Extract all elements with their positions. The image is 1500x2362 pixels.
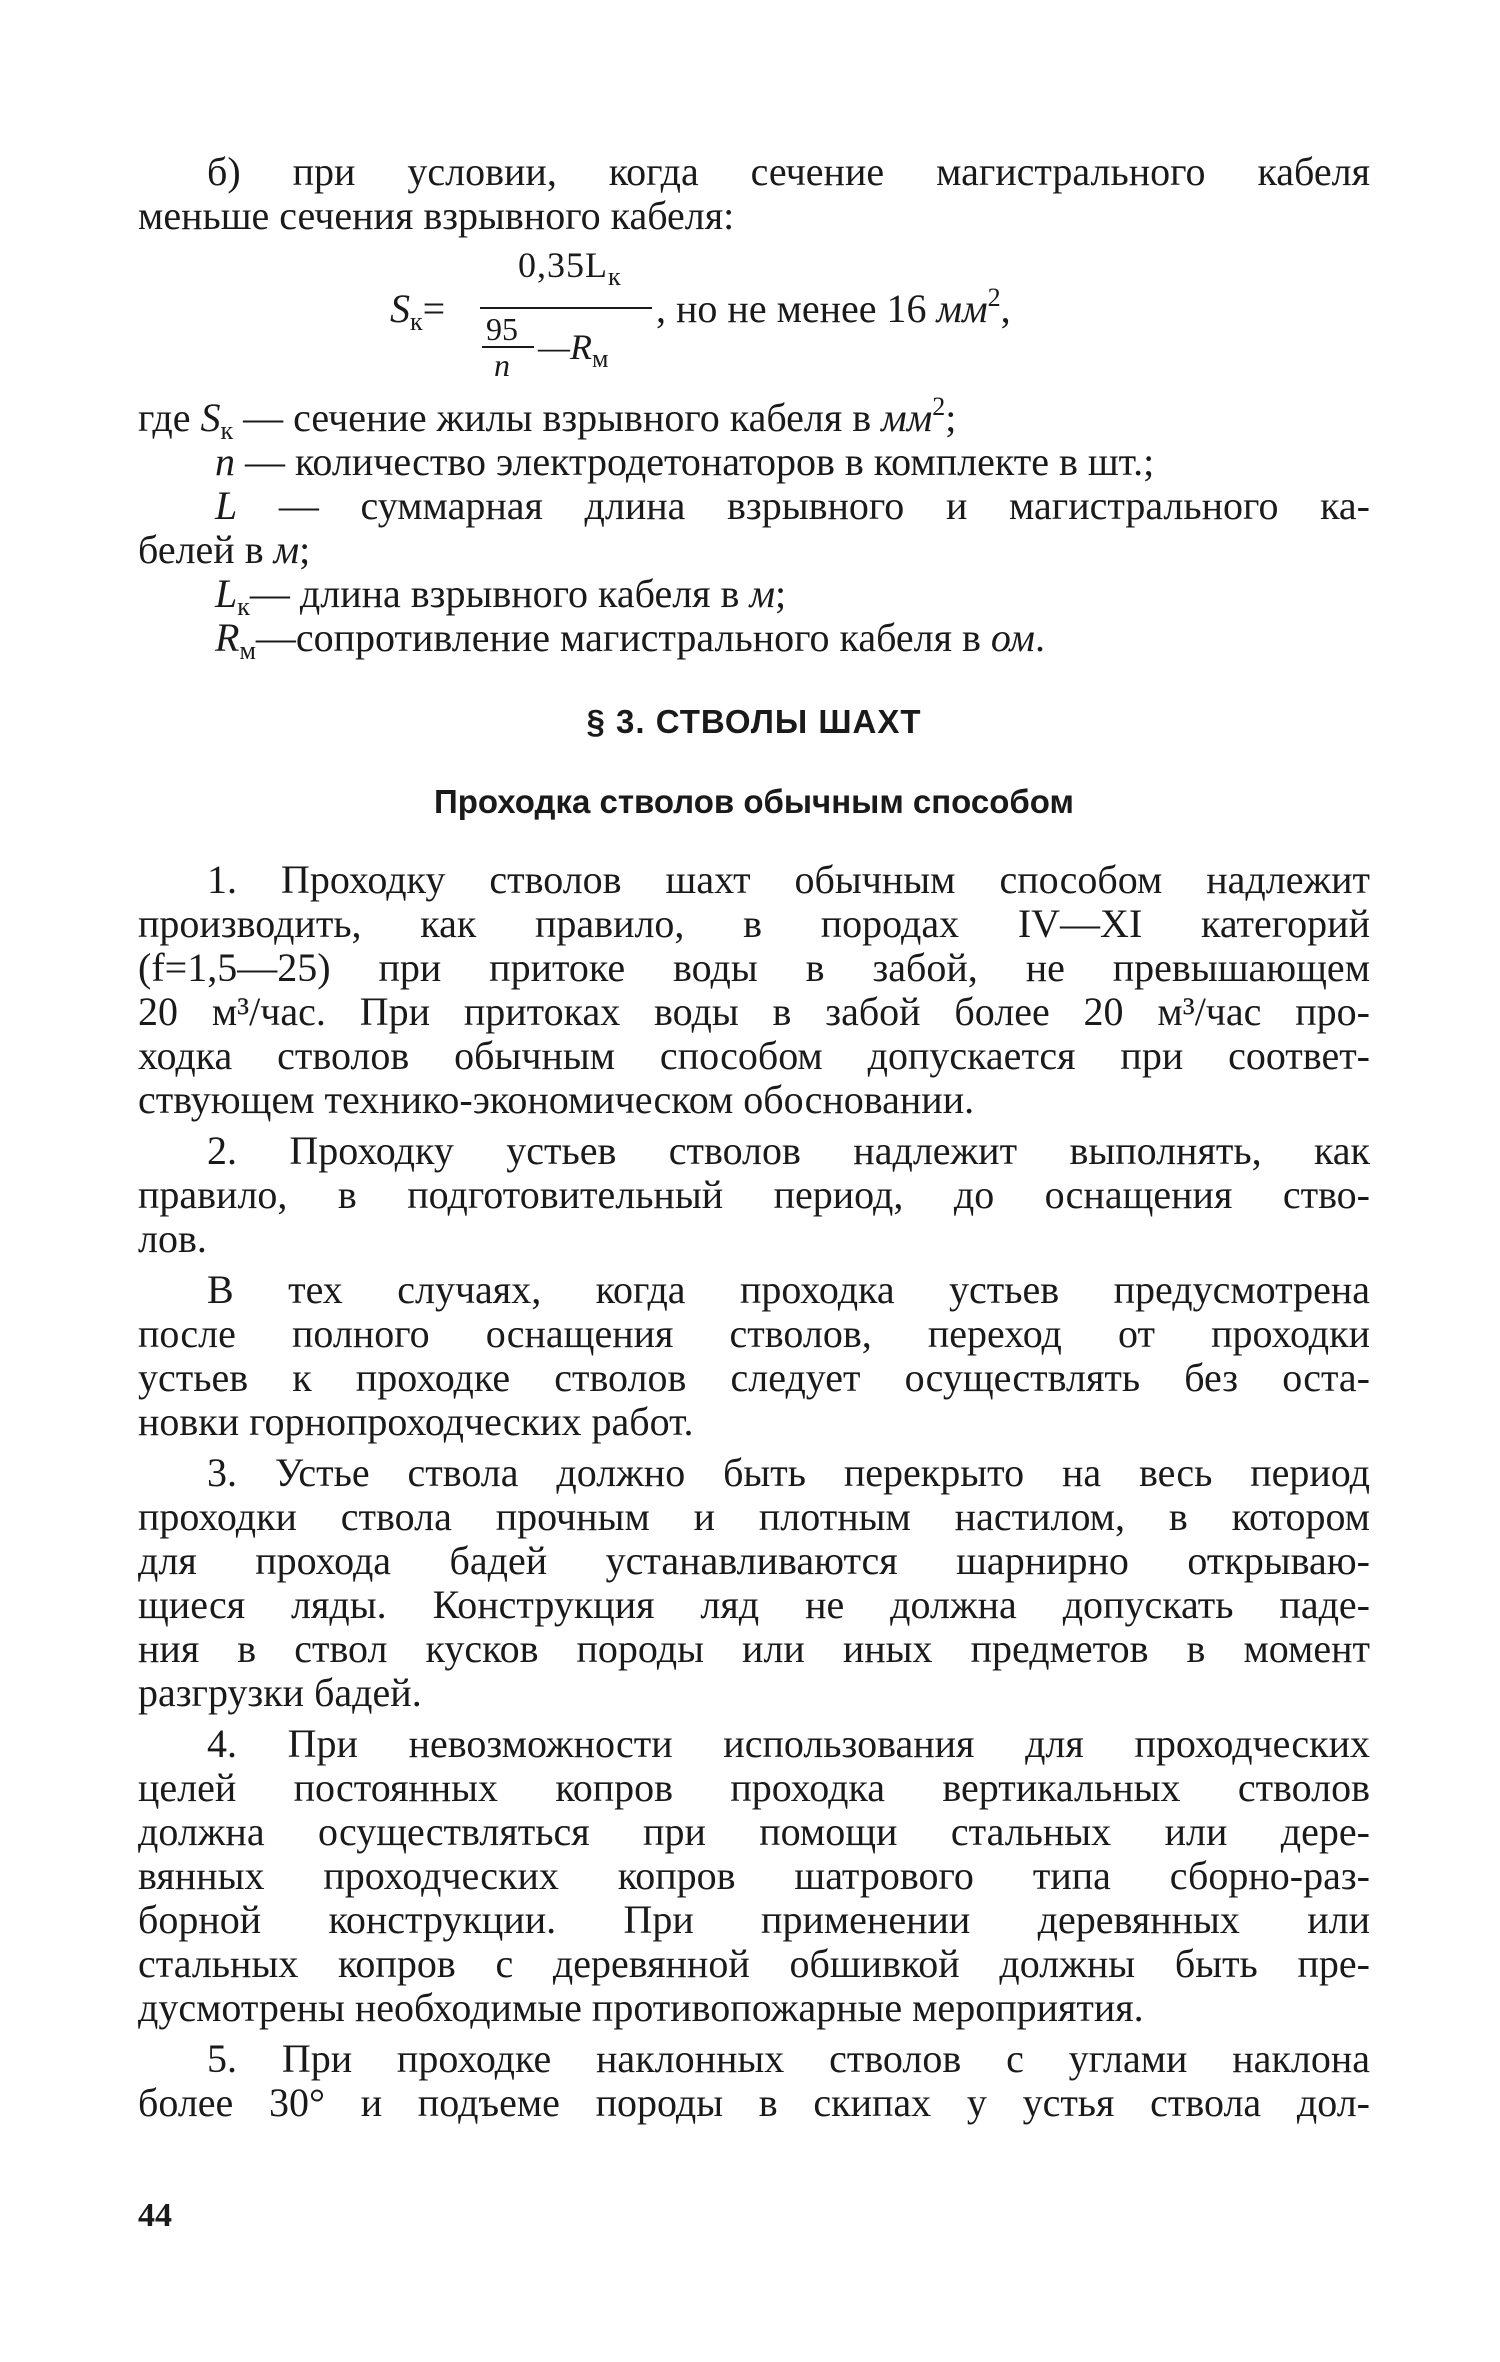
document-page: [138, 150, 1370, 2132]
paragraph-line: ствующем технико-экономическом обосновании.: [138, 1077, 975, 1122]
paragraph-line: 20 м³/час. При притоках воды в забой более 20 м³/час про-: [138, 989, 1370, 1034]
paragraph: [138, 2037, 1370, 2125]
formula-denominator-term: $—R_м$: [538, 327, 609, 373]
definition-item: L — суммарная длина взрывного и магистрального ка-: [215, 483, 1370, 528]
formula-fraction: [480, 244, 652, 382]
paragraph: [138, 858, 1370, 1122]
paragraph: [138, 1268, 1370, 1444]
cable-section-formula: [138, 244, 1370, 382]
definition-item: $L_к—$ длина взрывного кабеля в м;: [215, 571, 787, 621]
section-title: § 3. СТВОЛЫ ШАХТ: [586, 703, 922, 740]
formula-definitions: [138, 392, 1370, 665]
formula-inner-fraction: 95 n: [480, 312, 536, 382]
intro-line: б) при условии, когда сечение магистрального кабеля: [207, 149, 1370, 194]
paragraph-line: лов.: [138, 1216, 207, 1261]
paragraph-line: 5. При проходке наклонных стволов с углами наклона: [207, 2036, 1370, 2081]
paragraph-line: ния в ствол кусков породы или иных предметов в момент: [138, 1626, 1370, 1671]
paragraph-line: устьев к проходке стволов следует осуществлять без оста-: [138, 1355, 1370, 1400]
paragraph-line: правило, в подготовительный период, до оснащения ство-: [138, 1172, 1370, 1217]
paragraph-line: стальных копров с деревянной обшивкой должны быть пре-: [138, 1941, 1370, 1986]
paragraph-line: борной конструкции. При применении деревянных или: [138, 1897, 1370, 1942]
paragraph-line: проходки ствола прочным и плотным настилом, в котором: [138, 1494, 1370, 1539]
paragraph-line: должна осуществляться при помощи стальных или дере-: [138, 1809, 1370, 1854]
intro-line: меньше сечения взрывного кабеля:: [138, 193, 735, 238]
definition-continuation: белей в м;: [138, 527, 311, 572]
paragraph-line: (f=1,5—25) при притоке воды в забой, не превышающем: [138, 945, 1370, 990]
definition-item: $R_м—сопротивление$ магистрального кабеля в ом.: [215, 615, 1045, 665]
paragraph-line: щиеся ляды. Конструкция ляд не должна допускать паде-: [138, 1582, 1370, 1627]
definition-item: n — количество электродетонаторов в комплекте в шт.;: [215, 439, 1155, 484]
paragraph-line: ходка стволов обычным способом допускается при соответ-: [138, 1033, 1370, 1078]
paragraph-line: новки горнопроходческих работ.: [138, 1399, 694, 1444]
paragraph-line: для прохода бадей устанавливаются шарнирно открываю-: [138, 1538, 1370, 1583]
paragraph: [138, 1451, 1370, 1715]
paragraph-line: 2. Проходку устьев стволов надлежит выполнять, как: [207, 1128, 1370, 1173]
page-number: 44: [138, 2197, 172, 2234]
paragraph-line: после полного оснащения стволов, переход от проходки: [138, 1311, 1370, 1356]
paragraph-line: производить, как правило, в породах IV—XI категорий: [138, 901, 1370, 946]
paragraph-line: целей постоянных копров проходка вертикальных стволов: [138, 1765, 1370, 1810]
subsection-title: Проходка стволов обычным способом: [434, 783, 1074, 820]
paragraph: [138, 1722, 1370, 2030]
paragraph: [138, 1129, 1370, 1261]
paragraph-line: дусмотрены необходимые противопожарные мероприятия.: [138, 1985, 1144, 2030]
paragraph-line: вянных проходческих копров шатрового типа сборно-раз-: [138, 1853, 1370, 1898]
formula-condition: , но не менее 16 $мм^2$,: [656, 283, 1011, 331]
paragraph-line: 4. При невозможности использования для проходческих: [207, 1721, 1370, 1766]
formula-numerator: $0,35L_к$: [518, 245, 622, 291]
paragraph-line: 3. Устье ствола должно быть перекрыто на весь период: [207, 1450, 1370, 1495]
paragraph-line: 1. Проходку стволов шахт обычным способом надлежит: [207, 857, 1370, 902]
definition-item: где $S_к$ — сечение жилы взрывного кабеля в $мм^2$;: [138, 392, 957, 445]
paragraph-line: В тех случаях, когда проходка устьев предусмотрена: [207, 1267, 1370, 1312]
paragraph-line: разгрузки бадей.: [138, 1670, 422, 1715]
paragraph-line: более 30° и подъеме породы в скипах у устья ствола дол-: [138, 2080, 1370, 2125]
fraction-bar: [480, 307, 652, 309]
formula-lhs: $S_к=$: [390, 286, 446, 336]
